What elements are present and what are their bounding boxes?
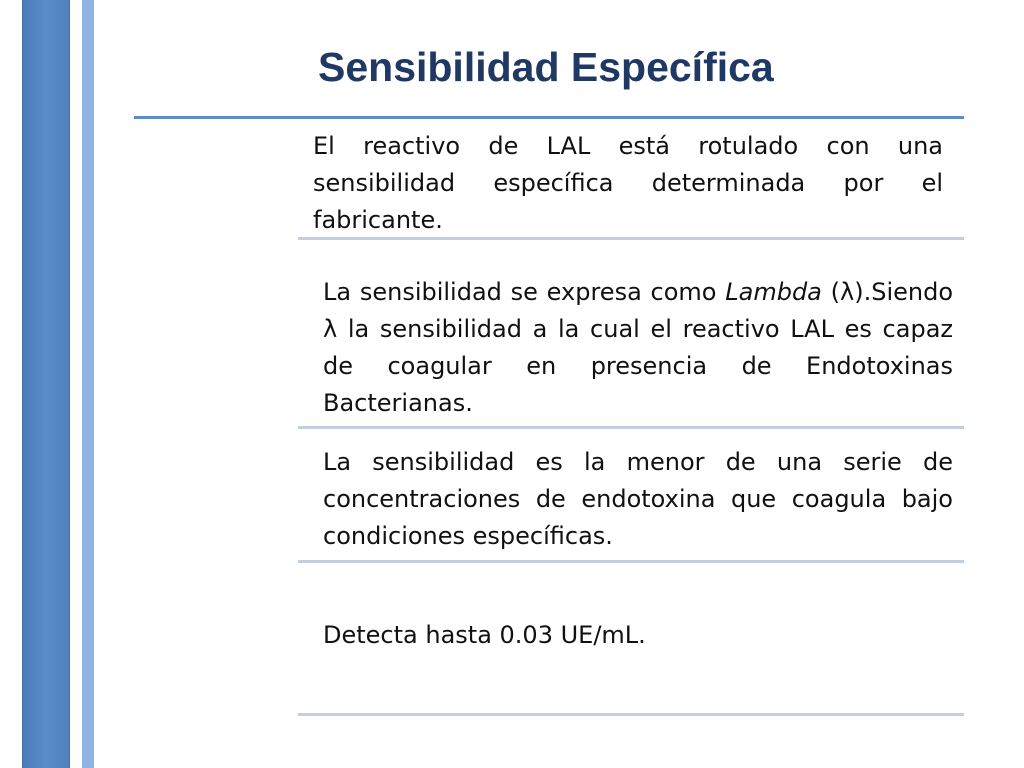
paragraph-menor-concentracion: La sensibilidad es la menor de una serie de concentraciones de endotoxina que coagula bajo condiciones específicas. [323,448,953,550]
left-accent-bar-light [82,0,94,768]
paragraph-lambda-italic: Lambda [725,278,822,306]
left-accent-bar-dark [22,0,70,768]
title-divider [134,116,964,119]
paragraph-lambda-text-end: (λ).Siendo λ la sensibilidad a la cual el reactivo LAL es capaz de coagular en presencia de Endotoxinas Bacterianas. [323,278,954,417]
section-divider-2 [298,426,964,429]
slide-title: Sensibilidad Específica [318,44,774,90]
section-divider-3 [298,560,964,563]
section-divider-1 [298,237,964,240]
paragraph-lambda-text-start: La sensibilidad se expresa como [323,278,726,306]
paragraph-deteccion: Detecta hasta 0.03 UE/mL. [323,621,646,649]
paragraph-lambda [323,274,953,422]
section-divider-4 [298,713,964,716]
paragraph-reactivo: El reactivo de LAL está rotulado con una sensibilidad específica determinada por el fabricante. [313,132,943,234]
